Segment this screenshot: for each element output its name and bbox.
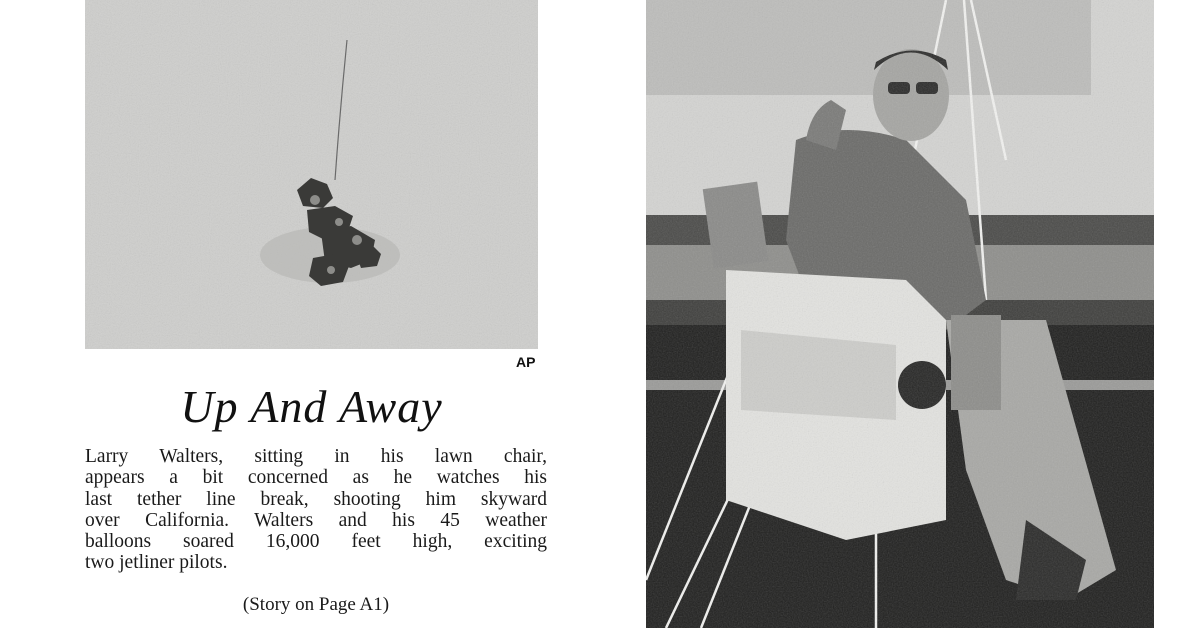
caption-line: Larry Walters, sitting in his lawn chair, — [85, 446, 547, 467]
caption-line: last tether line break, shooting him skyward — [85, 488, 547, 510]
caption — [85, 446, 547, 574]
caption-line: two jetliner pilots. — [85, 552, 228, 574]
caption-line: balloons soared 16,000 feet high, exciting — [85, 531, 547, 553]
headline: Up And Away — [180, 381, 443, 432]
photo-credit: AP — [516, 354, 536, 370]
sky-photo — [85, 0, 538, 349]
caption-line: appears a bit concerned as he watches his — [85, 467, 547, 489]
story-reference: (Story on Page A1) — [242, 594, 390, 615]
balloon-chair-in-sky-photo — [85, 0, 538, 349]
man-in-lawn-chair-photo — [646, 0, 1154, 628]
caption-line: over California. Walters and his 45 weather — [85, 509, 547, 531]
portrait-photo-illustration — [646, 0, 1154, 628]
